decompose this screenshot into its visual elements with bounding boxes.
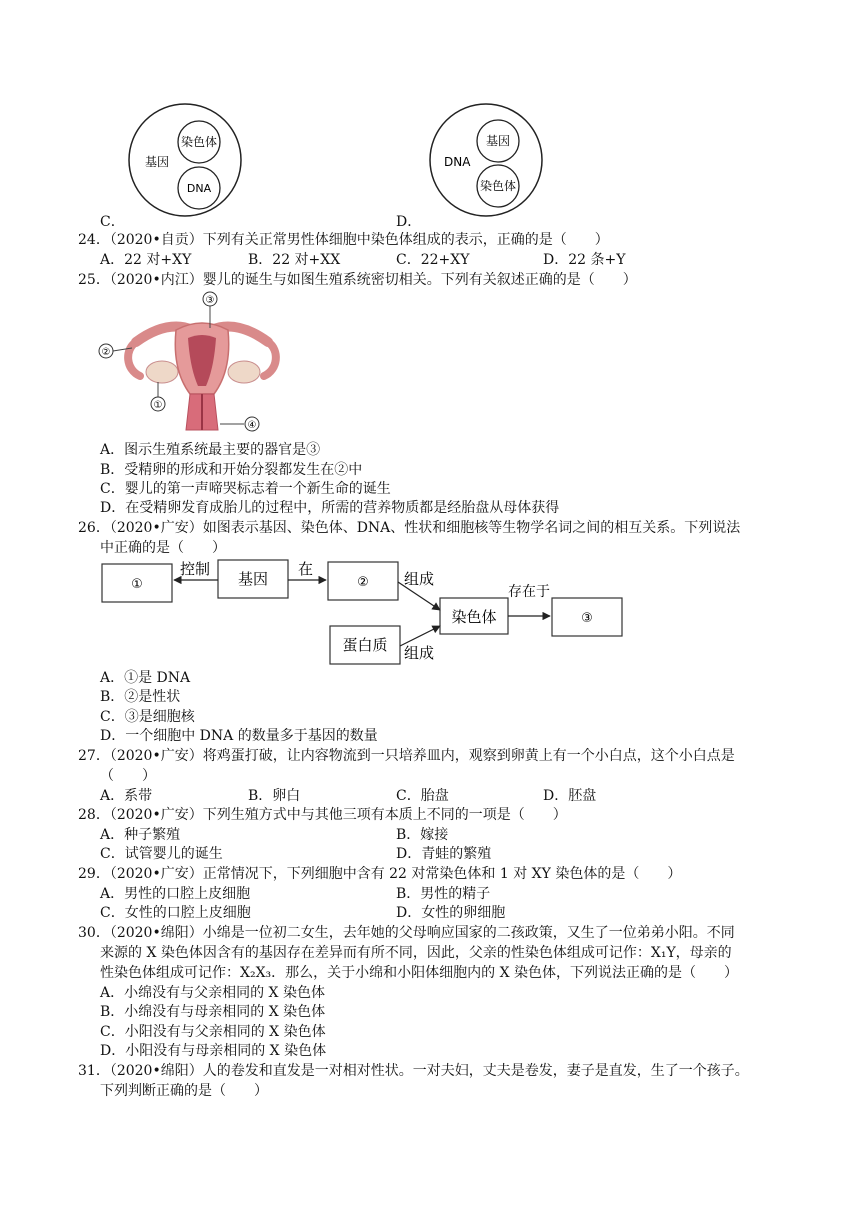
q25-stem: 25．（2020•内江）婴儿的诞生与如图生殖系统密切相关。下列有关叙述正确的是（ ） <box>78 272 637 288</box>
arrow-label-compose-1: 组成 <box>404 570 435 588</box>
q27-option-c: C．胎盘 <box>396 788 449 804</box>
diag-c-outer-label: 基因 <box>145 155 170 169</box>
q26-option-b: B．②是性状 <box>100 689 181 705</box>
q26-option-a: A．①是 DNA <box>100 670 191 686</box>
q28-option-c: C．试管婴儿的诞生 <box>100 846 223 862</box>
q30-stem-line2: 来源的 X 染色体因含有的基因存在差异而有所不同，因此，父亲的性染色体组成可记作：X₁Y，母亲的 <box>100 945 732 961</box>
venn-diagram-d <box>422 96 546 220</box>
q26-option-d: D．一个细胞中 DNA 的数量多于基因的数量 <box>100 728 378 744</box>
q30-stem-line1: 30．（2020•绵阳）小绵是一位初二女生，去年她的父母响应国家的二孩政策，又生了一位弟弟小阳。不同 <box>78 925 735 941</box>
q29-option-d: D．女性的卵细胞 <box>396 905 506 921</box>
concept-relation-diagram <box>100 556 628 668</box>
q28-option-b: B．嫁接 <box>396 827 449 843</box>
q29-stem: 29．（2020•广安）正常情况下，下列细胞中含有 22 对常染色体和 1 对 XY 染色体的是（ ） <box>78 866 682 882</box>
q27-stem-line1: 27．（2020•广安）将鸡蛋打破，让内容物流到一只培养皿内，观察到卵黄上有一个小白点，这个小白点是 <box>78 748 735 764</box>
box-3: ③ <box>581 611 593 626</box>
q29-option-c: C．女性的口腔上皮细胞 <box>100 905 251 921</box>
label-1: ① <box>153 400 163 411</box>
q27-option-b: B．卵白 <box>248 788 301 804</box>
q26-stem-line2: 中正确的是（ ） <box>100 540 226 556</box>
q25-option-d: D．在受精卵发育成胎儿的过程中，所需的营养物质都是经胎盘从母体获得 <box>100 500 560 516</box>
q24-option-c: C．22+XY <box>396 252 470 268</box>
box-gene: 基因 <box>237 570 269 588</box>
diag-c-top-label: 染色体 <box>180 135 218 149</box>
q24-stem: 24．（2020•自贡）下列有关正常男性体细胞中染色体组成的表示，正确的是（ ） <box>78 232 609 248</box>
q25-option-a: A．图示生殖系统最主要的器官是③ <box>100 442 321 458</box>
q25-option-c: C．婴儿的第一声啼哭标志着一个新生命的诞生 <box>100 481 391 497</box>
female-reproductive-system-figure <box>96 290 308 440</box>
label-2: ② <box>101 347 111 358</box>
q30-stem-line3: 性染色体组成可记作：X₂X₃．那么，关于小绵和小阳体细胞内的 X 染色体，下列说法正确的是（ ） <box>100 965 739 981</box>
q29-option-b: B．男性的精子 <box>396 886 491 902</box>
q27-stem-line2: （ ） <box>100 768 156 784</box>
label-3: ③ <box>205 295 215 306</box>
q30-option-b: B．小绵没有与母亲相同的 X 染色体 <box>100 1004 326 1020</box>
q24-option-d: D．22 条+Y <box>543 252 626 268</box>
box-chromosome: 染色体 <box>451 608 497 626</box>
q30-option-d: D．小阳没有与母亲相同的 X 染色体 <box>100 1043 327 1059</box>
q30-option-a: A．小绵没有与父亲相同的 X 染色体 <box>100 985 325 1001</box>
box-protein: 蛋白质 <box>342 636 388 654</box>
q28-stem: 28．（2020•广安）下列生殖方式中与其他三项有本质上不同的一项是（ ） <box>78 807 567 823</box>
q24-option-a: A．22 对+XY <box>100 252 192 268</box>
q27-option-d: D．胚盘 <box>543 788 597 804</box>
arrow-label-compose-2: 组成 <box>404 644 435 662</box>
q31-stem-line2: 下列判断正确的是（ ） <box>100 1083 268 1099</box>
q30-option-c: C．小阳没有与父亲相同的 X 染色体 <box>100 1024 326 1040</box>
q24-option-b: B．22 对+XX <box>248 252 341 268</box>
venn-diagram-c <box>125 96 245 220</box>
arrow-label-exist-in: 存在于 <box>508 584 550 600</box>
box-2: ② <box>357 575 369 590</box>
box-1: ① <box>131 577 143 592</box>
q28-option-a: A．种子繁殖 <box>100 827 181 843</box>
diag-d-top-label: 基因 <box>485 134 511 148</box>
q29-option-a: A．男性的口腔上皮细胞 <box>100 886 251 902</box>
label-4: ④ <box>247 420 257 431</box>
diag-d-outer-label: DNA <box>444 155 471 169</box>
diag-c-bottom-label: DNA <box>186 182 212 195</box>
q26-option-c: C．③是细胞核 <box>100 709 195 725</box>
q28-option-d: D．青蛙的繁殖 <box>396 846 492 862</box>
q23-option-d: D． <box>396 214 422 230</box>
q31-stem-line1: 31．（2020•绵阳）人的卷发和直发是一对相对性状。一对夫妇，丈夫是卷发，妻子是直发，生了一个孩子。 <box>78 1063 749 1079</box>
arrow-label-control: 控制 <box>180 560 211 578</box>
diag-d-bottom-label: 染色体 <box>479 179 517 193</box>
q23-option-c: C． <box>100 214 125 230</box>
arrow-label-in: 在 <box>298 560 314 578</box>
q27-option-a: A．系带 <box>100 788 153 804</box>
q25-option-b: B．受精卵的形成和开始分裂都发生在②中 <box>100 462 363 478</box>
q26-stem-line1: 26．（2020•广安）如图表示基因、染色体、DNA、性状和细胞核等生物学名词之间的相互关系。下列说法 <box>78 520 741 536</box>
